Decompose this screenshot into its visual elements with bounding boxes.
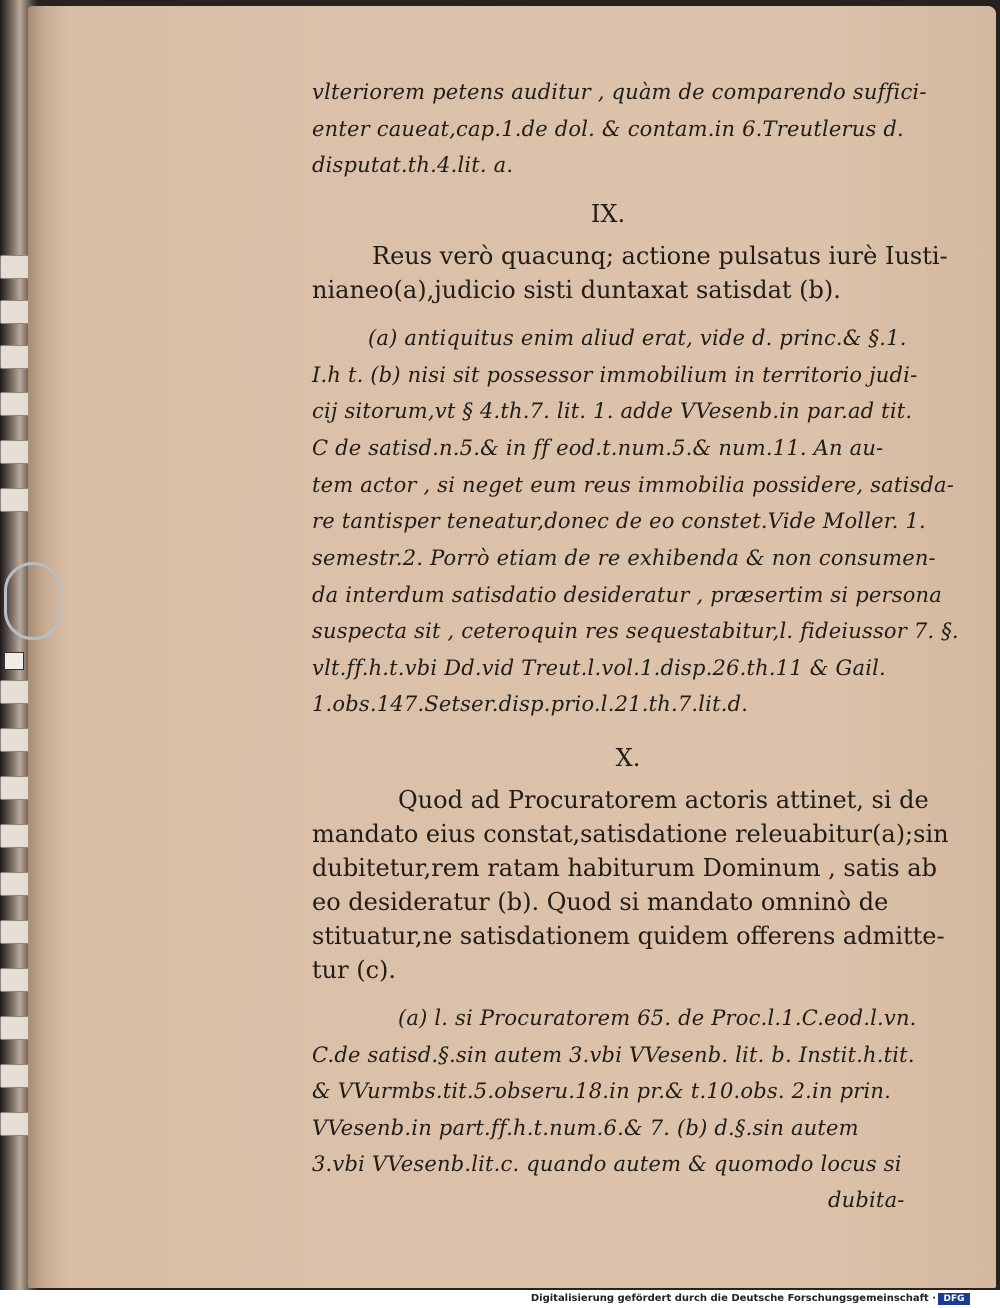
- footnote-line: (a) l. si Procuratorem 65. de Proc.l.1.C.eod.l.vn.: [398, 1006, 917, 1030]
- text-line: disputat.th.4.lit. a.: [312, 153, 514, 177]
- paragraph-line: dubitetur,rem ratam habiturum Dominum , satis ab: [312, 854, 937, 882]
- paper-clip: [4, 562, 62, 640]
- footnote-line: tem actor , si neget eum reus immobilia possidere, satisda-: [312, 473, 955, 497]
- footnote-line: re tantisper teneatur,donec de eo constet.Vide Moller. 1.: [312, 509, 926, 533]
- text-line: vlteriorem petens auditur , quàm de comparendo suffici-: [312, 80, 927, 104]
- footnote-line: VVesenb.in part.ff.h.t.num.6.& 7. (b) d.§.sin autem: [312, 1116, 859, 1140]
- catchword: dubita-: [828, 1188, 905, 1212]
- footnote-line: suspecta sit , ceteroquin res sequestabitur,l. fideiussor 7. §.: [312, 619, 959, 643]
- section-heading-ix: IX.: [590, 200, 626, 228]
- footer-bar: [0, 1290, 1000, 1308]
- paragraph-line: eo desideratur (b). Quod si mandato omninò de: [312, 888, 889, 916]
- paragraph-line: tur (c).: [312, 956, 396, 984]
- footnote-line: semestr.2. Porrò etiam de re exhibenda & non consumen-: [312, 546, 936, 570]
- paragraph-line: Reus verò quacunq; actione pulsatus iurè Iusti-: [372, 242, 948, 270]
- footnote-line: C.de satisd.§.sin autem 3.vbi VVesenb. lit. b. Instit.h.tit.: [312, 1043, 915, 1067]
- footnote-line: (a) antiquitus enim aliud erat, vide d. princ.& §.1.: [368, 326, 907, 350]
- footnote-line: cij sitorum,vt § 4.th.7. lit. 1. adde VVesenb.in par.ad tit.: [312, 399, 913, 423]
- footnote-line: C de satisd.n.5.& in ff eod.t.num.5.& num.11. An au-: [312, 436, 884, 460]
- paragraph-line: Quod ad Procuratorem actoris attinet, si de: [398, 786, 929, 814]
- footnote-line: & VVurmbs.tit.5.obseru.18.in pr.& t.10.obs. 2.in prin.: [312, 1079, 891, 1103]
- paragraph-line: mandato eius constat,satisdatione releuabitur(a);sin: [312, 820, 949, 848]
- section-heading-x: X.: [615, 744, 641, 772]
- paragraph-line: nianeo(a),judicio sisti duntaxat satisdat (b).: [312, 276, 841, 304]
- footnote-line: da interdum satisdatio desideratur , præsertim si persona: [312, 583, 942, 607]
- dfg-logo: DFG: [938, 1293, 970, 1305]
- footnote-line: I.h t. (b) nisi sit possessor immobilium in territorio judi-: [312, 363, 918, 387]
- paragraph-line: stituatur,ne satisdationem quidem offerens admitte-: [312, 922, 945, 950]
- text-line: enter caueat,cap.1.de dol. & contam.in 6.Treutlerus d.: [312, 117, 904, 141]
- footnote-line: 3.vbi VVesenb.lit.c. quando autem & quomodo locus si: [312, 1152, 902, 1176]
- library-stamp: [4, 652, 24, 670]
- funding-notice: Digitalisierung gefördert durch die Deutsche Forschungsgemeinschaft ·: [530, 1293, 936, 1304]
- book-page: [28, 6, 996, 1288]
- footnote-line: vlt.ff.h.t.vbi Dd.vid Treut.l.vol.1.disp.26.th.11 & Gail.: [312, 656, 886, 680]
- footnote-line: 1.obs.147.Setser.disp.prio.l.21.th.7.lit.d.: [312, 692, 749, 716]
